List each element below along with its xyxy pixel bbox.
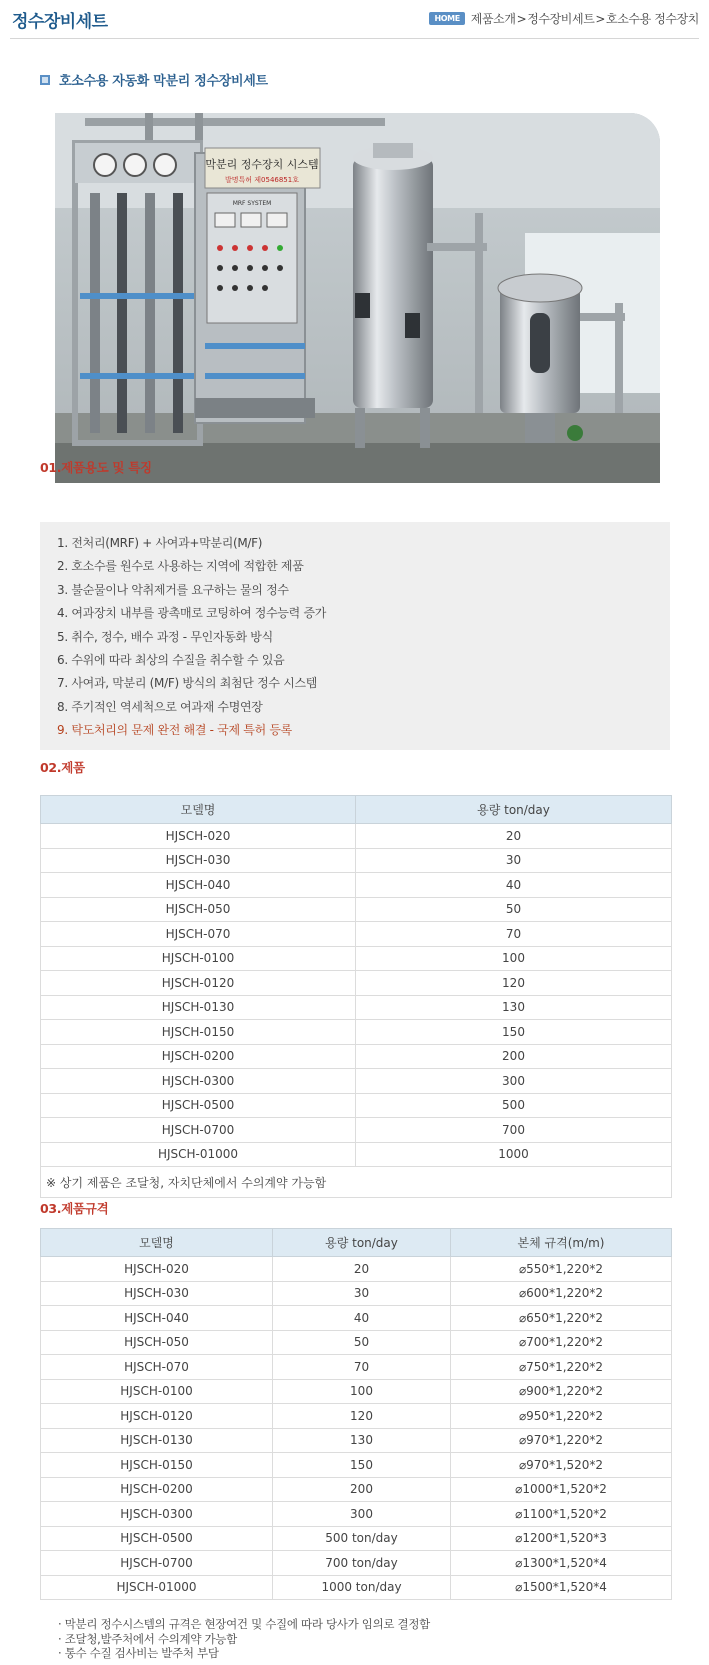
table-note: ※ 상기 제품은 조달청, 자치단체에서 수의계약 가능함	[41, 1167, 672, 1198]
model-cell: HJSCH-040	[41, 873, 356, 898]
product-subtitle-text: 호소수용 자동화 막분리 정수장비세트	[59, 74, 268, 89]
model-cell: HJSCH-030	[41, 1281, 273, 1306]
model-cell: HJSCH-0200	[41, 1477, 273, 1502]
capacity-cell: 300	[273, 1502, 451, 1527]
model-cell: HJSCH-0150	[41, 1020, 356, 1045]
model-cell: HJSCH-01000	[41, 1142, 356, 1167]
spec-cell: ⌀550*1,220*2	[451, 1257, 672, 1282]
capacity-cell: 130	[356, 995, 672, 1020]
page-header	[0, 0, 709, 40]
capacity-cell: 700 ton/day	[273, 1551, 451, 1576]
table-row	[41, 1575, 672, 1600]
capacity-cell: 150	[356, 1020, 672, 1045]
list-item: 7. 사여과, 막분리 (M/F) 방식의 최첨단 정수 시스템	[57, 676, 318, 691]
capacity-cell: 50	[273, 1330, 451, 1355]
spec-cell: ⌀1000*1,520*2	[451, 1477, 672, 1502]
capacity-cell: 70	[356, 922, 672, 947]
breadcrumb-separator: >	[595, 11, 606, 26]
model-cell: HJSCH-0300	[41, 1502, 273, 1527]
table-row	[41, 1502, 672, 1527]
table-row	[41, 1477, 672, 1502]
patent-label: 발명특허 제0546851호	[225, 176, 299, 184]
table-row	[41, 971, 672, 996]
breadcrumb-separator: >	[516, 11, 527, 26]
spec-cell: ⌀600*1,220*2	[451, 1281, 672, 1306]
spec-cell: ⌀1200*1,520*3	[451, 1526, 672, 1551]
spec-cell: ⌀700*1,220*2	[451, 1330, 672, 1355]
features-box	[40, 522, 670, 750]
features-list	[40, 522, 670, 743]
capacity-cell: 150	[273, 1453, 451, 1478]
table-row	[41, 995, 672, 1020]
column-header: 용량 ton/day	[273, 1229, 451, 1257]
spec-cell: ⌀970*1,220*2	[451, 1428, 672, 1453]
model-cell: HJSCH-040	[41, 1306, 273, 1331]
spec-cell: ⌀750*1,220*2	[451, 1355, 672, 1380]
list-item: 8. 주기적인 역세척으로 여과재 수명연장	[57, 699, 263, 714]
square-bullet-icon	[40, 75, 50, 85]
capacity-cell: 200	[356, 1044, 672, 1069]
spec-cell: ⌀970*1,520*2	[451, 1453, 672, 1478]
table-row	[41, 873, 672, 898]
column-header: 본체 규격(m/m)	[451, 1229, 672, 1257]
control-label: MRF SYSTEM	[232, 200, 272, 207]
model-cell: HJSCH-0700	[41, 1118, 356, 1143]
capacity-cell: 20	[273, 1257, 451, 1282]
table-row	[41, 1404, 672, 1429]
capacity-cell: 200	[273, 1477, 451, 1502]
capacity-cell: 130	[273, 1428, 451, 1453]
products-table	[40, 795, 672, 1198]
column-header: 모델명	[41, 796, 356, 824]
capacity-cell: 40	[356, 873, 672, 898]
list-item: 1. 전처리(MRF) + 사여과+막분리(M/F)	[57, 536, 263, 550]
capacity-cell: 300	[356, 1069, 672, 1094]
capacity-cell: 100	[356, 946, 672, 971]
table-row	[41, 897, 672, 922]
capacity-cell: 30	[356, 848, 672, 873]
table-row	[41, 824, 672, 849]
model-cell: HJSCH-0120	[41, 1404, 273, 1429]
footnote: · 막분리 정수시스템의 규격은 현장여건 및 수질에 따라 당사가 임의로 결정함	[58, 1617, 430, 1631]
panel-label: 막분리 정수장치 시스템	[205, 158, 319, 171]
model-cell: HJSCH-0150	[41, 1453, 273, 1478]
table-row	[41, 1142, 672, 1167]
section-heading-products: 02.제품	[40, 760, 85, 775]
model-cell: HJSCH-0200	[41, 1044, 356, 1069]
home-link[interactable]: HOME	[429, 12, 464, 25]
table-row	[41, 1044, 672, 1069]
section-heading-specs: 03.제품규격	[40, 1201, 109, 1216]
table-row	[41, 1526, 672, 1551]
capacity-cell: 500 ton/day	[273, 1526, 451, 1551]
breadcrumb-item-products[interactable]: 제품소개	[470, 12, 516, 26]
specs-table	[40, 1228, 672, 1600]
capacity-cell: 100	[273, 1379, 451, 1404]
table-row	[41, 1020, 672, 1045]
table-row	[41, 1355, 672, 1380]
model-cell: HJSCH-0500	[41, 1093, 356, 1118]
model-cell: HJSCH-020	[41, 1257, 273, 1282]
list-item-highlight: 9. 탁도처리의 문제 완전 해결 - 국제 특허 등록	[57, 723, 292, 738]
table-row	[41, 1453, 672, 1478]
product-photo	[55, 113, 660, 483]
table-row	[41, 1306, 672, 1331]
model-cell: HJSCH-0100	[41, 946, 356, 971]
table-header-row	[41, 796, 672, 824]
footnote: · 조달청,발주처에서 수의계약 가능함	[58, 1631, 237, 1646]
table-row	[41, 1281, 672, 1306]
footnote: · 통수 수질 검사비는 발주처 부담	[58, 1646, 219, 1660]
header-divider	[10, 38, 699, 39]
capacity-cell: 500	[356, 1093, 672, 1118]
capacity-cell: 50	[356, 897, 672, 922]
capacity-cell: 40	[273, 1306, 451, 1331]
table-row	[41, 1551, 672, 1576]
table-row	[41, 946, 672, 971]
table-row	[41, 1330, 672, 1355]
table-row	[41, 1379, 672, 1404]
footnotes	[58, 1617, 430, 1661]
spec-cell: ⌀950*1,220*2	[451, 1404, 672, 1429]
spec-cell: ⌀1300*1,520*4	[451, 1551, 672, 1576]
model-cell: HJSCH-0120	[41, 971, 356, 996]
spec-cell: ⌀1100*1,520*2	[451, 1502, 672, 1527]
table-row	[41, 848, 672, 873]
spec-cell: ⌀900*1,220*2	[451, 1379, 672, 1404]
capacity-cell: 700	[356, 1118, 672, 1143]
product-subtitle	[40, 70, 268, 89]
list-item: 6. 수위에 따라 최상의 수질을 취수할 수 있음	[57, 652, 285, 667]
spec-cell: ⌀650*1,220*2	[451, 1306, 672, 1331]
capacity-cell: 1000 ton/day	[273, 1575, 451, 1600]
model-cell: HJSCH-050	[41, 1330, 273, 1355]
list-item: 2. 호소수를 원수로 사용하는 지역에 적합한 제품	[57, 559, 304, 574]
list-item: 3. 불순물이나 악취제거를 요구하는 물의 정수	[57, 582, 289, 597]
capacity-cell: 30	[273, 1281, 451, 1306]
list-item: 4. 여과장치 내부를 광촉매로 코팅하여 정수능력 증가	[57, 606, 327, 621]
breadcrumb-item-water-equipment[interactable]: 정수장비세트	[527, 12, 595, 26]
model-cell: HJSCH-050	[41, 897, 356, 922]
model-cell: HJSCH-0100	[41, 1379, 273, 1404]
table-note-row	[41, 1167, 672, 1198]
table-row	[41, 1093, 672, 1118]
model-cell: HJSCH-0300	[41, 1069, 356, 1094]
breadcrumb	[429, 10, 699, 27]
breadcrumb-item-current: 호소수용 정수장치	[606, 12, 699, 26]
table-row	[41, 1069, 672, 1094]
spec-cell: ⌀1500*1,520*4	[451, 1575, 672, 1600]
table-row	[41, 1118, 672, 1143]
model-cell: HJSCH-020	[41, 824, 356, 849]
column-header: 용량 ton/day	[356, 796, 672, 824]
table-row	[41, 1428, 672, 1453]
table-row	[41, 1257, 672, 1282]
capacity-cell: 1000	[356, 1142, 672, 1167]
model-cell: HJSCH-0500	[41, 1526, 273, 1551]
model-cell: HJSCH-070	[41, 922, 356, 947]
list-item: 5. 취수, 정수, 배수 과정 - 무인자동화 방식	[57, 629, 273, 644]
model-cell: HJSCH-070	[41, 1355, 273, 1380]
capacity-cell: 120	[356, 971, 672, 996]
model-cell: HJSCH-0130	[41, 995, 356, 1020]
column-header: 모델명	[41, 1229, 273, 1257]
model-cell: HJSCH-01000	[41, 1575, 273, 1600]
table-header-row	[41, 1229, 672, 1257]
model-cell: HJSCH-030	[41, 848, 356, 873]
section-heading-features: 01.제품용도 및 특징	[40, 460, 152, 475]
capacity-cell: 120	[273, 1404, 451, 1429]
model-cell: HJSCH-0130	[41, 1428, 273, 1453]
page-title: 정수장비세트	[12, 12, 108, 32]
model-cell: HJSCH-0700	[41, 1551, 273, 1576]
table-row	[41, 922, 672, 947]
capacity-cell: 20	[356, 824, 672, 849]
capacity-cell: 70	[273, 1355, 451, 1380]
